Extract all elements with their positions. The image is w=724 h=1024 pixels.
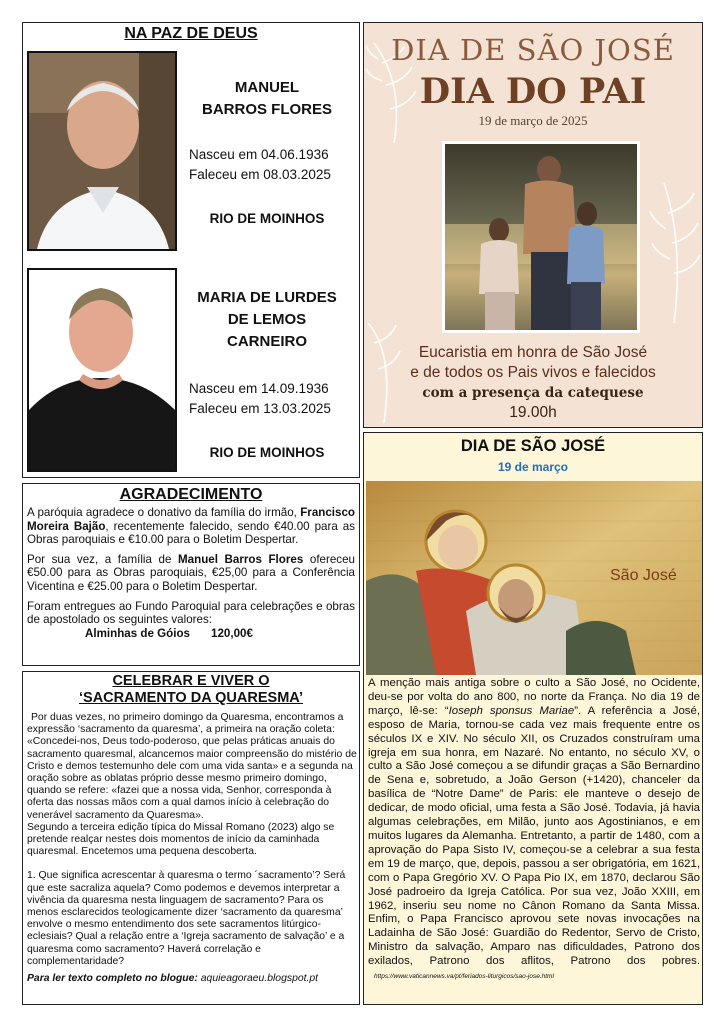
portrait-maria	[27, 268, 177, 472]
lent-title: CELEBRAR E VIVER O ‘SACRAMENTO DA QUARESMA’	[79, 673, 303, 706]
lent-paragraph-2: Segundo a terceira edição típica do Missal Romano (2023) algo se pretende realçar nestes dois momentos de início da caminhada quaresmal. Encetemos uma pequena descoberta.	[27, 821, 335, 858]
person-1-place: RIO DE MOINHOS	[209, 211, 325, 226]
person-1-name: MANUEL BARROS FLORES	[201, 79, 332, 118]
poster-line2: DIA DO PAI	[419, 71, 647, 112]
poster-line1: DIA DE SÃO JOSÉ	[391, 33, 675, 67]
thanks-paragraph-2: Por sua vez, a família de Manuel Barros Flores ofereceu €50.00 para as Obras paroquiais, €25,00 para a Conferência Vicentina e €25.00 para o Boletim Despertar.	[27, 552, 355, 593]
lent-section	[22, 671, 360, 1005]
saint-joseph-title: DIA DE SÃO JOSÉ	[460, 437, 606, 455]
obituaries-title: NA PAZ DE DEUS	[124, 25, 258, 42]
lent-paragraph-1: Por duas vezes, no primeiro domingo da Quaresma, encontramos a expressão ‘sacramento da quaresma’, a primeira na oração coleta: «Concedei-nos, Deus todo-poderoso, que pelas práticas anuais do sacramento quaresmal, alcancemos maior compreensão do mistério de Cristo e demos testemunho dele com uma vida santa» e a segunda na oração sobre as oblatas próprio desse mesmo primeiro domingo, quando se refere: «fazei que a nossa vida, Senhor, corresponda à oferta das nossas mãos com a qual damos início à celebração do venerável sacramento da Quaresma».	[27, 712, 357, 821]
person-2-name: MARIA DE LURDES DE LEMOS CARNEIRO	[197, 289, 337, 350]
thanks-section	[22, 483, 360, 666]
saint-joseph-mosaic	[366, 481, 702, 675]
portrait-manuel	[27, 51, 177, 251]
mosaic-caption: São José	[610, 567, 677, 584]
poster-text: Eucaristia em honra de São José e de todos os Pais vivos e falecidos com a presença da catequese 19.00h	[410, 344, 656, 421]
thanks-paragraph-3: Foram entregues ao Fundo Paroquial para celebrações e obras de apostolado os seguintes valores:	[27, 599, 355, 627]
person-2-dates: Nasceu em 14.09.1936 Faleceu em 13.03.2025	[189, 381, 331, 416]
fathers-day-poster	[363, 22, 703, 428]
lent-paragraph-3: 1. Que significa acrescentar à quaresma o termo ´sacramento’? Será que este sacraliza aquela? Como podemos e devemos interpretar a vivência da quaresma nesta linguagem de sacramento? Para os menos esclarecidos teologicamente dizer ‘sacramento da quaresma’ envolve o mesmo entendimento dos sete sacramentos litúrgico-eclesiais? Qual a relação entre a ‘Igreja sacramento de salvação’ e a quaresma como sacramento? Haverá correlação e complementaridade?	[27, 870, 346, 967]
poster-photo	[442, 141, 640, 333]
thanks-item: Alminhas de Góios 120,00€	[85, 626, 253, 640]
saint-joseph-text: A menção mais antiga sobre o culto a São José, no Ocidente, deu-se por volta do ano 800, no norte da França. No dia 19 de março, lê-se: “Ioseph sponsus Mariae”. A referência a José, esposo de Maria, tornou-se cada vez mais frequente entre os séculos IX e XIV. No século XII, os Cruzados construíram uma igreja em sua honra, em Nazaré. No entanto, no século XV, o culto a São José começou a se difundir graças a São Bernardino de Sena e, sobretudo, a João Gerson (+1420), chanceler da basílica de “Notre Dame” de Paris: ele manteve o desejo de dedicar, de modo oficial, uma festa a São José. Todavia, já havia algumas celebrações, em Milão, junto aos Agostinianos, e em muitos lugares da Alemanha. Entretanto, a partir de 1480, com a aprovação do Papa Sisto IV, começou-se a celebrar a sua festa em 19 de março, que, depois, passou a ser obrigatória, em 1621, com o Papa Gregório XV. O Papa Pio IX, em 1870, declarou São José padroeiro da Igreja Católica. Por sua vez, João XXIII, em 1962, inseriu seu nome no Cânon Romano da Santa Missa. Enfim, o Papa Francisco aprovou sete novas invocações na Ladainha de São José: Guardião do Redentor, Servo de Cristo, Ministro da salvação, Amparo nas dificuldades, Patrono dos exilados, Patrono dos aflitos, Patrono dos pobres. https://www.vaticannews.va/pt/feriados-liturgicos/sao-jose.html	[368, 677, 700, 981]
thanks-title: AGRADECIMENTO	[119, 486, 263, 503]
person-2-place: RIO DE MOINHOS	[209, 445, 325, 460]
poster-date: 19 de março de 2025	[478, 113, 588, 128]
lent-footer: Para ler texto completo no blogue: aquieagoraeu.blogspot.pt	[27, 973, 319, 985]
blog-link[interactable]: aquieagoraeu.blogspot.pt	[200, 973, 319, 985]
thanks-paragraph-1: A paróquia agradece o donativo da família do irmão, Francisco Moreira Bajão, recentemente falecido, sendo €40.00 para as Obras paroquiais e €10.00 para o Boletim Despertar.	[27, 506, 355, 547]
obituaries-section	[22, 22, 360, 478]
saint-joseph-subtitle: 19 de março	[497, 460, 569, 474]
source-link[interactable]: https://www.vaticannews.va/pt/feriados-liturgicos/sao-jose.html	[374, 973, 554, 981]
saint-joseph-section	[363, 432, 703, 1005]
person-1-dates: Nasceu em 04.06.1936 Faleceu em 08.03.2025	[189, 147, 331, 182]
